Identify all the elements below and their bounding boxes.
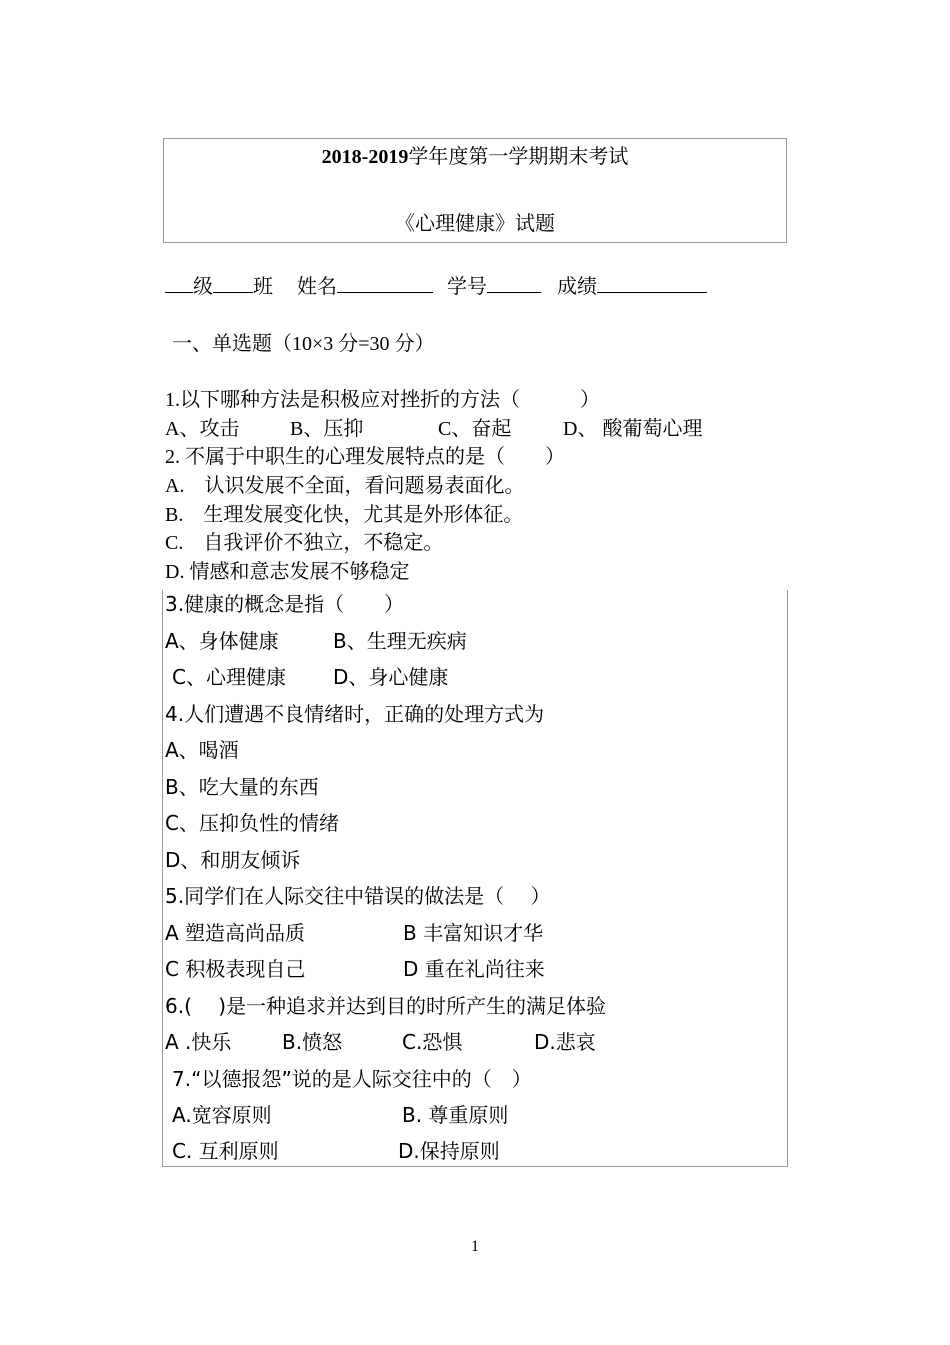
score-label: 成绩 [557, 276, 597, 298]
question-6-option-d: D.悲哀 [534, 1030, 596, 1054]
question-1-option-d: D、 酸葡萄心理 [563, 418, 703, 440]
question-3-stem: 3.健康的概念是指（ ） [165, 592, 405, 616]
question-5-option-d: D 重在礼尚往来 [403, 957, 545, 981]
question-7-option-c: C. 互利原则 [172, 1139, 279, 1163]
student-id-label: 学号 [447, 276, 487, 298]
question-4-stem: 4.人们遭遇不良情绪时，正确的处理方式为 [165, 702, 545, 726]
question-7-option-d: D.保持原则 [398, 1139, 500, 1163]
question-5-option-c: C 积极表现自己 [165, 957, 306, 981]
question-3-option-d: D、身心健康 [333, 665, 449, 689]
question-4-option-b: B、吃大量的东西 [165, 775, 319, 799]
class-blank[interactable] [213, 274, 253, 293]
class-label: 班 [253, 276, 273, 298]
question-3-option-a: A、身体健康 [165, 629, 279, 653]
question-1-option-c: C、奋起 [438, 418, 512, 440]
question-6-stem: 6.( )是一种追求并达到目的时所产生的满足体验 [165, 994, 607, 1018]
student-info-line [165, 270, 707, 299]
question-5-option-b: B 丰富知识才华 [403, 921, 544, 945]
question-2-option-a: A. 认识发展不全面，看问题易表面化。 [165, 475, 525, 497]
question-4-option-a: A、喝酒 [165, 738, 239, 762]
question-3-option-b: B、生理无疾病 [333, 629, 467, 653]
question-1-option-a: A、攻击 [165, 418, 240, 440]
question-6-option-a: A .快乐 [165, 1030, 232, 1054]
question-2-option-c: C. 自我评价不独立，不稳定。 [165, 532, 444, 554]
exam-year: 2018-2019 [321, 146, 409, 168]
question-1-option-b: B、压抑 [290, 418, 364, 440]
question-4-option-c: C、压抑负性的情绪 [165, 811, 339, 835]
section-heading: 一、单选题（10×3 分=30 分） [172, 333, 435, 355]
grade-blank[interactable] [165, 274, 193, 293]
question-1-stem: 1.以下哪种方法是积极应对挫折的方法（ ） [165, 389, 600, 411]
grade-label: 级 [193, 276, 213, 298]
exam-title [0, 140, 950, 169]
question-6-option-c: C.恐惧 [402, 1030, 463, 1054]
question-3-option-c: C、心理健康 [172, 665, 286, 689]
question-4-option-d: D、和朋友倾诉 [165, 848, 301, 872]
name-blank[interactable] [337, 274, 433, 293]
question-7-option-b: B. 尊重原则 [402, 1103, 509, 1127]
student-id-blank[interactable] [487, 274, 541, 293]
name-label: 姓名 [297, 276, 337, 298]
question-7-option-a: A.宽容原则 [172, 1103, 272, 1127]
question-5-option-a: A 塑造高尚品质 [165, 921, 306, 945]
question-2-stem: 2. 不属于中职生的心理发展特点的是（ ） [165, 446, 565, 468]
score-blank[interactable] [597, 274, 707, 293]
question-2-option-d: D. 情感和意志发展不够稳定 [165, 561, 410, 583]
question-2-option-b: B. 生理发展变化快，尤其是外形体征。 [165, 504, 524, 526]
exam-title-text: 学年度第一学期期末考试 [408, 144, 629, 168]
question-6-option-b: B.愤怒 [282, 1030, 343, 1054]
question-5-stem: 5.同学们在人际交往中错误的做法是（ ） [165, 884, 551, 908]
page-number: 1 [471, 1238, 479, 1255]
exam-subtitle: 《心理健康》试题 [395, 211, 555, 235]
question-7-stem: 7.“以德报怨”说的是人际交往中的（ ） [172, 1067, 532, 1091]
